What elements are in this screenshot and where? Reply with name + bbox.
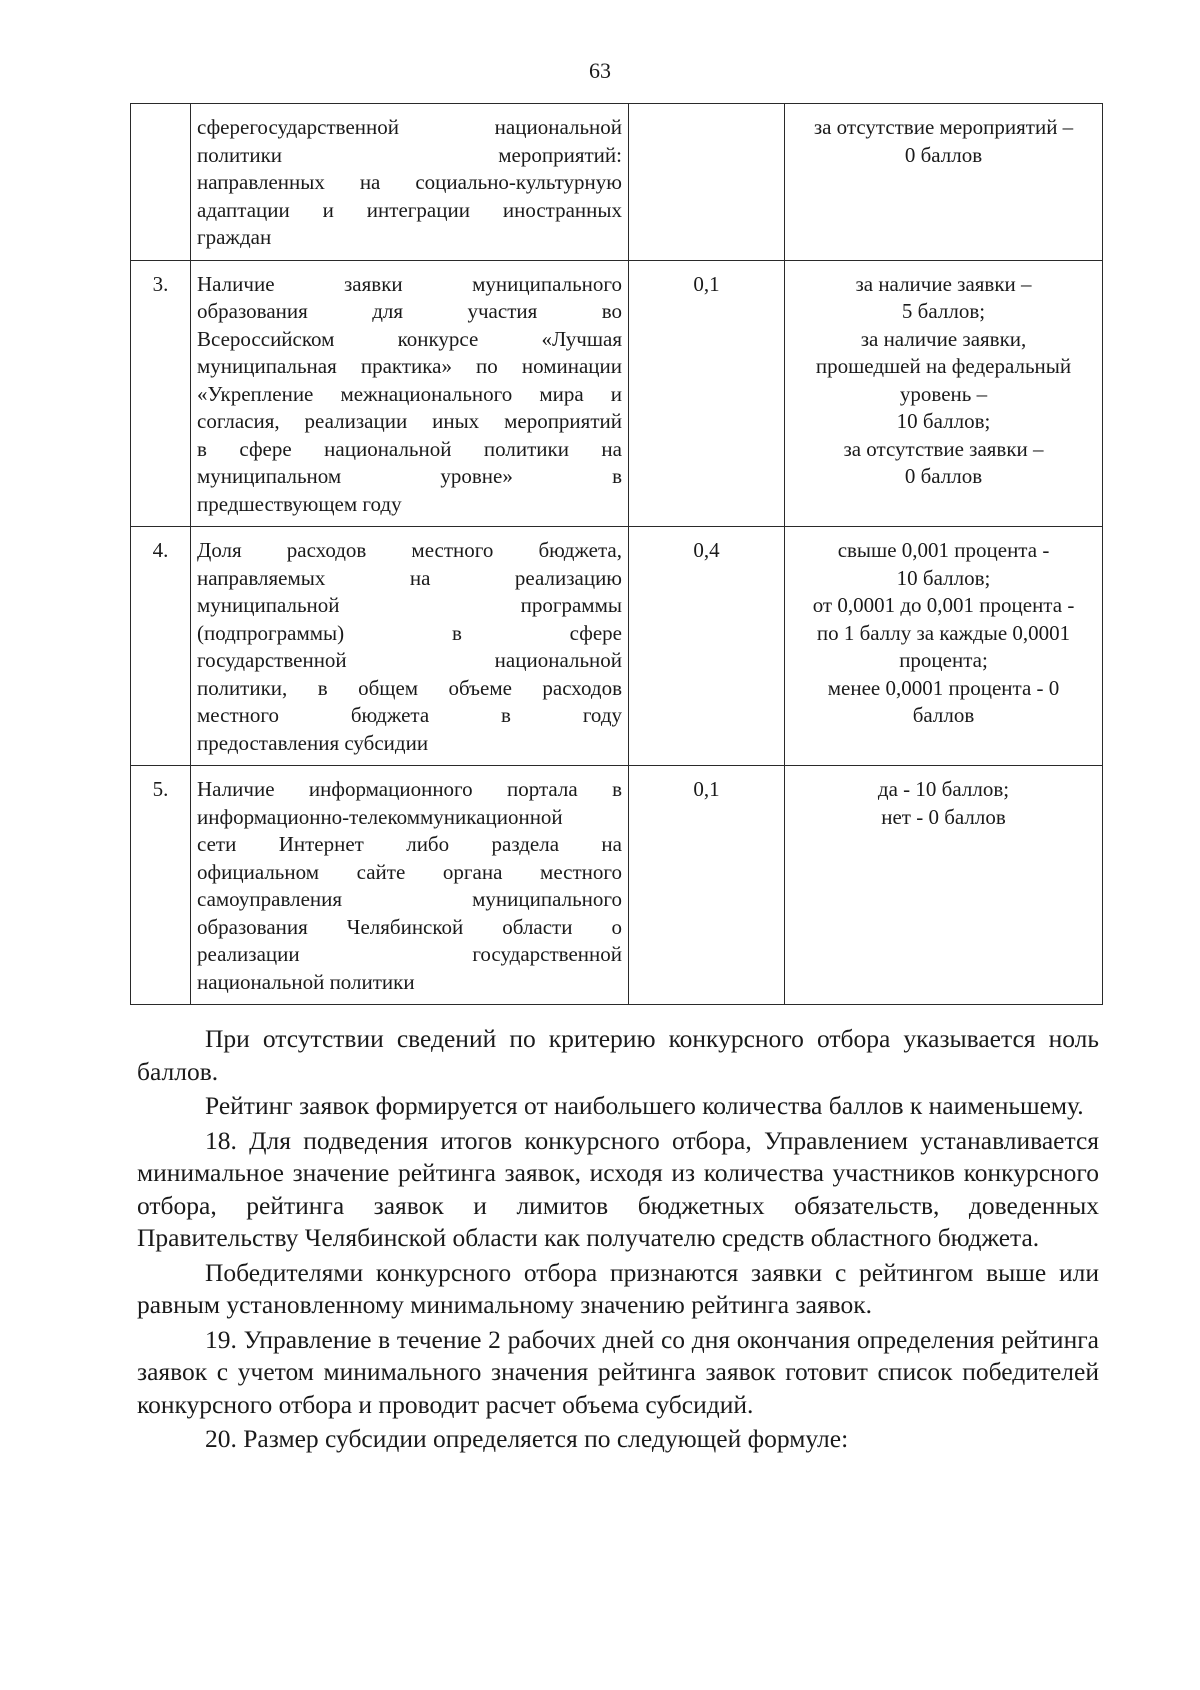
weight-cell: 0,1 — [629, 766, 785, 1005]
criterion-line: адаптации и интеграции иностранных — [197, 197, 622, 222]
criterion-line: местного бюджета в году — [197, 703, 622, 727]
criterion-line: образования Челябинской области о — [197, 914, 622, 939]
criterion-line: реализации государственной — [197, 942, 622, 966]
score-line: процента; — [899, 648, 988, 672]
criterion-line: официальном сайте органа местного — [197, 859, 622, 884]
row-number: 3. — [131, 260, 191, 527]
body-paragraph: 18. Для подведения итогов конкурсного отбора, Управлением устанавливается минимальное значение рейтинга заявок, исходя из количества участников конкурсного отбора, рейтинга заявок и лимитов бюджетных обязательств, доведенных Правительству Челябинской области как получателю средств областного бюджета. — [137, 1125, 1099, 1252]
body-paragraph: Победителями конкурсного отбора признаются заявки с рейтингом выше или равным установленному минимальному значению рейтинга заявок. — [137, 1257, 1099, 1319]
score-cell — [785, 260, 1103, 527]
weight-cell: 0,1 — [629, 260, 785, 527]
criterion-cell — [191, 260, 629, 527]
score-line: менее 0,0001 процента - 0 — [827, 675, 1060, 700]
score-line: по 1 баллу за каждые 0,0001 — [816, 620, 1071, 645]
row-number: 5. — [131, 766, 191, 1005]
score-line: свыше 0,001 процента - — [837, 538, 1050, 562]
score-line: 0 баллов — [904, 142, 983, 167]
body-text — [137, 1023, 1099, 1456]
score-line: нет - 0 баллов — [881, 804, 1006, 829]
criterion-line: образования для участия во — [197, 299, 622, 323]
criteria-table — [130, 103, 1103, 1005]
table-row — [131, 766, 1103, 1005]
criterion-line: самоуправления муниципального — [197, 887, 622, 911]
page-number: 63 — [589, 58, 611, 83]
score-line: от 0,0001 до 0,001 процента - — [812, 593, 1075, 617]
criterion-line: Всероссийском конкурсе «Лучшая — [197, 326, 622, 351]
body-paragraph: 20. Размер субсидии определяется по следующей формуле: — [205, 1424, 849, 1453]
score-line: баллов — [912, 703, 975, 727]
score-cell — [785, 527, 1103, 766]
criterion-line: национальной политики — [197, 969, 415, 994]
criterion-line: согласия, реализации иных мероприятий — [197, 409, 622, 433]
score-line: 10 баллов; — [896, 565, 991, 590]
score-line: за наличие заявки – — [855, 271, 1032, 296]
score-cell — [785, 104, 1103, 261]
criterion-line: (подпрограммы) в сфере — [197, 620, 622, 645]
criterion-line: политики мероприятий: — [197, 142, 622, 167]
body-paragraph: При отсутствии сведений по критерию конкурсного отбора указывается ноль баллов. — [137, 1024, 1099, 1086]
weight-cell: 0,4 — [629, 527, 785, 766]
row-number: 4. — [131, 527, 191, 766]
criterion-line: сферегосударственной национальной — [197, 115, 622, 139]
score-line: прошедшей на федеральный — [815, 354, 1072, 378]
score-line: за отсутствие заявки – — [843, 436, 1044, 461]
criterion-line: граждан — [197, 225, 272, 249]
body-paragraph: 19. Управление в течение 2 рабочих дней со дня окончания определения рейтинга заявок с учетом минимального значения рейтинга заявок готовит список победителей конкурсного отбора и проводит расчет объема субсидий. — [137, 1324, 1099, 1419]
score-line: 10 баллов; — [896, 409, 991, 433]
row-number — [131, 104, 191, 261]
score-line: уровень – — [899, 381, 988, 406]
criterion-line: государственной национальной — [197, 648, 622, 672]
score-line: да - 10 баллов; — [877, 777, 1010, 801]
criterion-line: Наличие заявки муниципального — [197, 271, 622, 296]
weight-cell — [629, 104, 785, 261]
criterion-line: сети Интернет либо раздела на — [197, 832, 622, 856]
criterion-line: предоставления субсидии — [197, 730, 429, 755]
criterion-line: Доля расходов местного бюджета, — [197, 538, 622, 562]
criterion-line: муниципальном уровне» в — [197, 464, 622, 488]
criterion-line: муниципальная практика» по номинации — [197, 354, 622, 378]
criterion-line: Наличие информационного портала в — [197, 777, 622, 801]
criterion-line: в сфере национальной политики на — [197, 436, 622, 461]
criterion-line: «Укрепление межнационального мира и — [197, 381, 622, 406]
criterion-line: муниципальной программы — [197, 593, 622, 617]
score-line: 5 баллов; — [901, 299, 986, 323]
criterion-cell — [191, 527, 629, 766]
score-cell — [785, 766, 1103, 1005]
score-line: за отсутствие мероприятий – — [813, 115, 1074, 139]
table-row — [131, 260, 1103, 527]
score-line: за наличие заявки, — [860, 326, 1027, 351]
criterion-cell — [191, 766, 629, 1005]
body-paragraph: Рейтинг заявок формируется от наибольшего количества баллов к наименьшему. — [205, 1091, 1084, 1120]
score-line: 0 баллов — [904, 464, 983, 488]
criterion-cell — [191, 104, 629, 261]
criterion-line: направленных на социально-культурную — [197, 170, 622, 194]
criterion-line: политики, в общем объеме расходов — [197, 675, 622, 700]
criterion-line: направляемых на реализацию — [197, 565, 622, 590]
table-row — [131, 104, 1103, 261]
criterion-line: информационно-телекоммуникационной — [197, 804, 563, 829]
criterion-line: предшествующем году — [197, 491, 402, 516]
table-row — [131, 527, 1103, 766]
